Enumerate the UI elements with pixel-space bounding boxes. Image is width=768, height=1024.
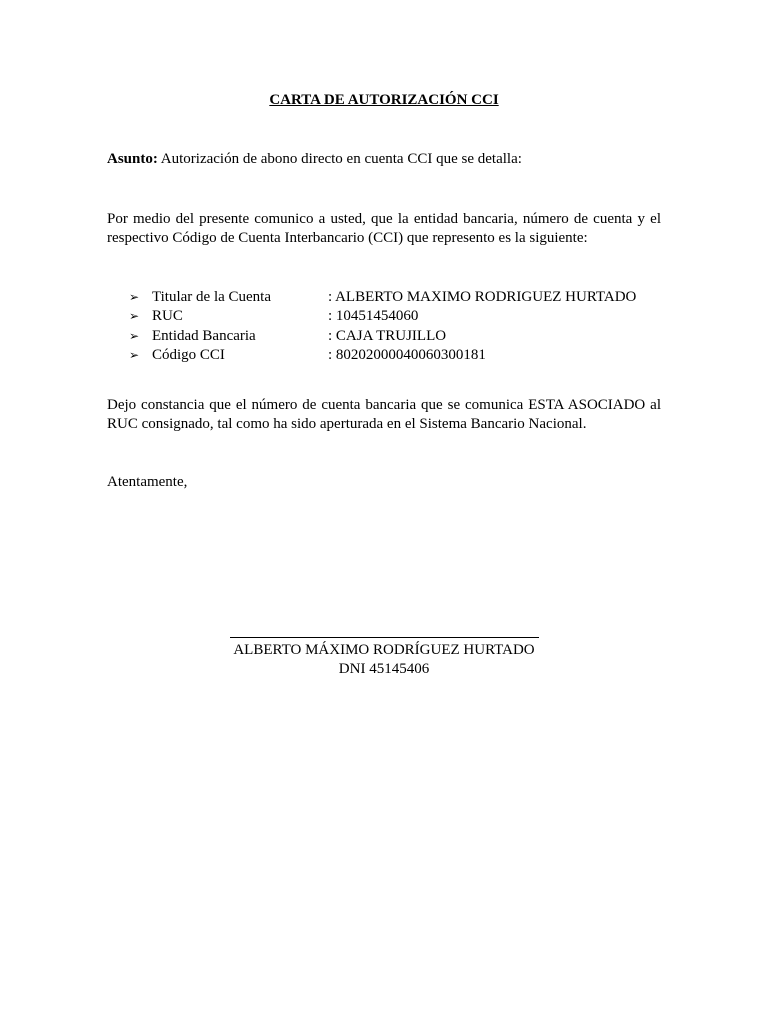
detail-key: Titular de la Cuenta — [152, 289, 272, 305]
closing-salutation: Atentamente, — [107, 474, 188, 490]
signature-line — [230, 637, 539, 638]
arrow-bullet-icon: ➢ — [129, 309, 140, 324]
arrow-bullet-icon: ➢ — [129, 290, 140, 304]
statement-paragraph: Dejo constancia que el número de cuenta bancaria que se comunica ESTA ASOCIADO al RUC consignado, tal como ha sido aperturada en el Sistema Bancario Nacional. — [107, 397, 661, 432]
arrow-bullet-icon: ➢ — [129, 328, 140, 343]
signer-dni: DNI 45145406 — [338, 661, 430, 677]
detail-key: RUC — [152, 308, 183, 325]
detail-key: Código CCI — [152, 346, 225, 363]
arrow-bullet-icon: ➢ — [129, 347, 140, 362]
detail-value: : ALBERTO MAXIMO RODRIGUEZ HURTADO — [328, 289, 637, 305]
signer-name: ALBERTO MÁXIMO RODRÍGUEZ HURTADO — [233, 642, 535, 658]
detail-key: Entidad Bancaria — [152, 327, 256, 344]
subject-text: Autorización de abono directo en cuenta CCI que se detalla: — [157, 151, 522, 167]
document-title: CARTA DE AUTORIZACIÓN CCI — [269, 92, 499, 108]
intro-paragraph: Por medio del presente comunico a usted, que la entidad bancaria, número de cuenta y el respectivo Código de Cuenta Interbancario (CCI) que represento es la siguiente: — [107, 211, 661, 246]
detail-value: : CAJA TRUJILLO — [328, 327, 447, 344]
subject-line — [107, 150, 661, 169]
detail-value: : 10451454060 — [328, 308, 419, 325]
subject-label: Asunto: — [107, 151, 158, 167]
detail-value: : 80202000040060300181 — [328, 346, 486, 363]
